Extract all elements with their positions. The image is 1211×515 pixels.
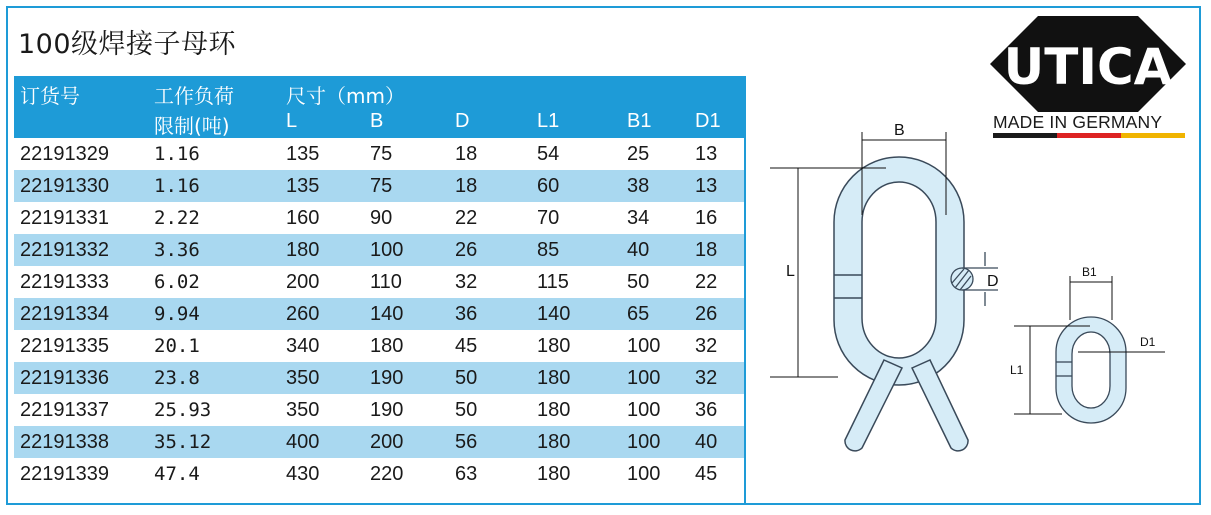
table-cell: 100: [627, 431, 661, 453]
header-B: B: [370, 110, 384, 132]
table-cell: 22191339: [20, 463, 109, 485]
table-cell: 200: [370, 431, 404, 453]
table-row: [14, 330, 746, 362]
table-cell: 260: [286, 303, 320, 325]
table-cell: 56: [455, 431, 478, 453]
table-cell: 34: [627, 207, 650, 229]
table-cell: 400: [286, 431, 320, 453]
table-row: [14, 138, 746, 170]
table-cell: 54: [537, 143, 560, 165]
table-cell: 45: [695, 463, 718, 485]
table-cell: 16: [695, 207, 718, 229]
utica-logo: [990, 14, 1190, 114]
table-cell: 1.16: [154, 175, 200, 197]
table-row: [14, 202, 746, 234]
table-cell: 340: [286, 335, 320, 357]
table-cell: 100: [627, 399, 661, 421]
table-cell: 140: [370, 303, 404, 325]
table-cell: 190: [370, 367, 404, 389]
table-cell: 40: [695, 431, 718, 453]
table-cell: 22191332: [20, 239, 109, 261]
german-flag-bar: [993, 133, 1185, 138]
header-order-no: 订货号: [20, 84, 80, 108]
table-cell: 22: [455, 207, 478, 229]
table-cell: 100: [370, 239, 404, 261]
table-cell: 135: [286, 175, 320, 197]
table-cell: 160: [286, 207, 320, 229]
made-in-label: MADE IN GERMANY: [993, 112, 1163, 132]
table-cell: 115: [537, 271, 569, 293]
table-cell: 22191329: [20, 143, 109, 165]
table-row: [14, 266, 746, 298]
table-cell: 20.1: [154, 335, 200, 357]
header-D: D: [455, 110, 470, 132]
table-cell: 22191330: [20, 175, 109, 197]
table-cell: 36: [455, 303, 478, 325]
table-cell: 1.16: [154, 143, 200, 165]
label-B1: B1: [1082, 265, 1097, 279]
table-cell: 9.94: [154, 303, 200, 325]
table-cell: 22191333: [20, 271, 109, 293]
table-row: [14, 170, 746, 202]
table-cell: 180: [537, 367, 571, 389]
table-cell: 70: [537, 207, 560, 229]
spec-table: [14, 76, 746, 490]
table-cell: 22191334: [20, 303, 109, 325]
label-L: L: [786, 263, 795, 280]
table-cell: 110: [370, 271, 402, 293]
table-cell: 18: [695, 239, 718, 261]
table-cell: 38: [627, 175, 650, 197]
header-D1: D1: [695, 110, 721, 132]
table-cell: 85: [537, 239, 560, 261]
table-cell: 180: [537, 399, 571, 421]
table-cell: 75: [370, 175, 393, 197]
table-cell: 13: [695, 143, 718, 165]
table-cell: 350: [286, 399, 320, 421]
table-cell: 13: [695, 175, 718, 197]
table-header: [14, 76, 746, 138]
page-title: 100级焊接子母环: [18, 29, 237, 60]
logo-text: UTICA: [1003, 38, 1173, 96]
table-cell: 50: [627, 271, 650, 293]
table-cell: 180: [370, 335, 404, 357]
table-cell: 2.22: [154, 207, 200, 229]
table-cell: 18: [455, 175, 478, 197]
table-cell: 26: [695, 303, 718, 325]
table-cell: 6.02: [154, 271, 200, 293]
table-row: [14, 394, 746, 426]
header-L: L: [286, 110, 298, 132]
table-cell: 22191336: [20, 367, 109, 389]
table-row: [14, 458, 746, 490]
table-cell: 50: [455, 367, 478, 389]
table-cell: 50: [455, 399, 478, 421]
table-row: [14, 298, 746, 330]
divider: [744, 76, 746, 504]
table-cell: 190: [370, 399, 404, 421]
table-cell: 220: [370, 463, 404, 485]
table-cell: 90: [370, 207, 393, 229]
table-cell: 23.8: [154, 367, 200, 389]
table-cell: 32: [695, 335, 718, 357]
table-cell: 26: [455, 239, 478, 261]
table-cell: 60: [537, 175, 560, 197]
table-cell: 75: [370, 143, 393, 165]
table-cell: 18: [455, 143, 478, 165]
label-B: B: [894, 122, 905, 139]
table-cell: 35.12: [154, 431, 212, 453]
header-dimensions: 尺寸（mm）: [286, 84, 405, 108]
table-row: [14, 426, 746, 458]
table-cell: 140: [537, 303, 571, 325]
table-cell: 47.4: [154, 463, 200, 485]
label-D: D: [987, 273, 999, 290]
table-body: [14, 138, 746, 490]
table-cell: 100: [627, 367, 661, 389]
table-cell: 350: [286, 367, 320, 389]
header-wll: 工作负荷: [154, 84, 234, 108]
table-cell: 65: [627, 303, 650, 325]
label-L1: L1: [1010, 363, 1024, 377]
table-cell: 22: [695, 271, 718, 293]
header-B1: B1: [627, 110, 652, 132]
table-cell: 22191331: [20, 207, 109, 229]
table-cell: 180: [537, 431, 571, 453]
table-cell: 3.36: [154, 239, 200, 261]
table-cell: 135: [286, 143, 320, 165]
label-D1: D1: [1140, 335, 1156, 349]
table-cell: 180: [537, 335, 571, 357]
table-cell: 100: [627, 335, 661, 357]
table-row: [14, 234, 746, 266]
table-cell: 36: [695, 399, 718, 421]
table-cell: 22191338: [20, 431, 109, 453]
table-cell: 32: [695, 367, 718, 389]
table-cell: 45: [455, 335, 478, 357]
table-cell: 430: [286, 463, 320, 485]
table-cell: 180: [537, 463, 571, 485]
table-cell: 25: [627, 143, 650, 165]
table-cell: 180: [286, 239, 320, 261]
table-cell: 200: [286, 271, 320, 293]
table-cell: 25.93: [154, 399, 212, 421]
table-cell: 40: [627, 239, 650, 261]
table-cell: 63: [455, 463, 478, 485]
header-wll-unit: 限制(吨): [154, 114, 230, 138]
table-cell: 32: [455, 271, 478, 293]
table-cell: 22191337: [20, 399, 109, 421]
header-L1: L1: [537, 110, 560, 132]
table-row: [14, 362, 746, 394]
table-cell: 22191335: [20, 335, 109, 357]
table-cell: 100: [627, 463, 661, 485]
